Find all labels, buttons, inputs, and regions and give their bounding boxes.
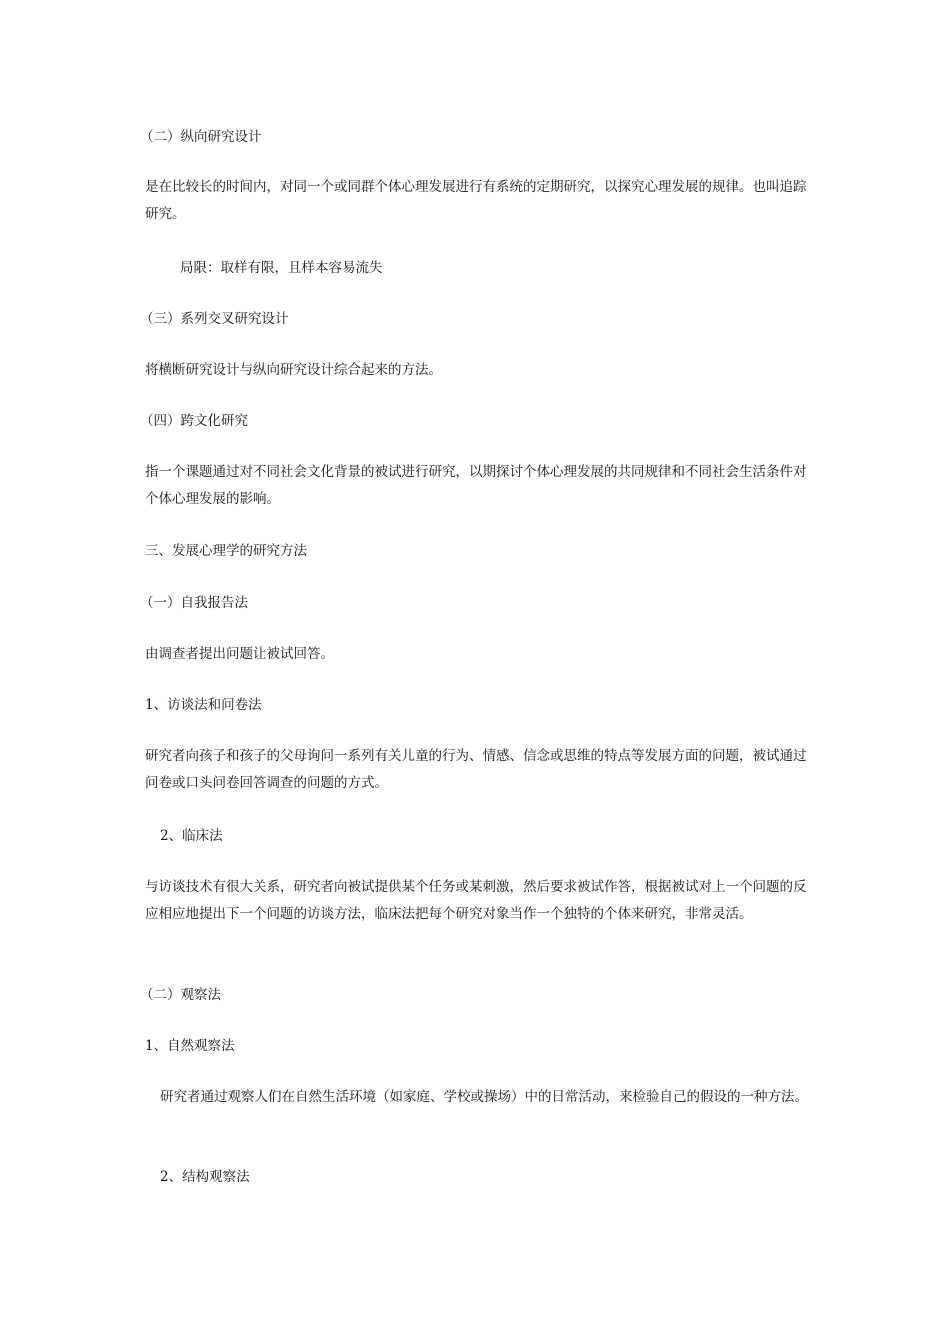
- section-heading-longitudinal: （二）纵向研究设计: [140, 129, 262, 145]
- paragraph-natural-observation-definition: 研究者通过观察人们在自然生活环境（如家庭、学校或操场）中的日常活动，来检验自己的假设的一种方法。: [160, 1089, 808, 1105]
- section-heading-cross-sequential: （三）系列交叉研究设计: [140, 311, 289, 327]
- paragraph-longitudinal-limitation: 局限：取样有限，且样本容易流失: [180, 260, 383, 276]
- section-heading-self-report: （一）自我报告法: [140, 595, 248, 611]
- paragraph-cross-cultural-definition: 指一个课题通过对不同社会文化背景的被试进行研究，以期探讨个体心理发展的共同规律和不同社会生活条件对个体心理发展的影响。: [145, 464, 807, 507]
- subheading-natural-observation: 1、自然观察法: [145, 1038, 235, 1054]
- paragraph-longitudinal-definition: 是在比较长的时间内，对同一个或同群个体心理发展进行有系统的定期研究，以探究心理发展的规律。也叫追踪研究。: [145, 179, 807, 222]
- subheading-structured-observation: 2、结构观察法: [160, 1169, 250, 1185]
- paragraph-cross-sequential-definition: 将横断研究设计与纵向研究设计综合起来的方法。: [145, 362, 442, 378]
- subheading-clinical-method: 2、临床法: [160, 828, 223, 844]
- section-heading-cross-cultural: （四）跨文化研究: [140, 413, 248, 429]
- chapter-heading-research-methods: 三、发展心理学的研究方法: [145, 543, 307, 559]
- section-heading-observation: （二）观察法: [140, 987, 221, 1003]
- paragraph-interview-definition: 研究者向孩子和孩子的父母询问一系列有关儿童的行为、情感、信念或思维的特点等发展方面的问题，被试通过问卷或口头问卷回答调查的问题的方式。: [145, 748, 807, 791]
- subheading-interview-questionnaire: 1、访谈法和问卷法: [145, 697, 262, 713]
- paragraph-clinical-definition: 与访谈技术有很大关系，研究者向被试提供某个任务或某刺激，然后要求被试作答，根据被试对上一个问题的反应相应地提出下一个问题的访谈方法，临床法把每个研究对象当作一个独特的个体来研究，非常灵活。: [145, 879, 807, 922]
- paragraph-self-report-definition: 由调查者提出问题让被试回答。: [145, 646, 334, 662]
